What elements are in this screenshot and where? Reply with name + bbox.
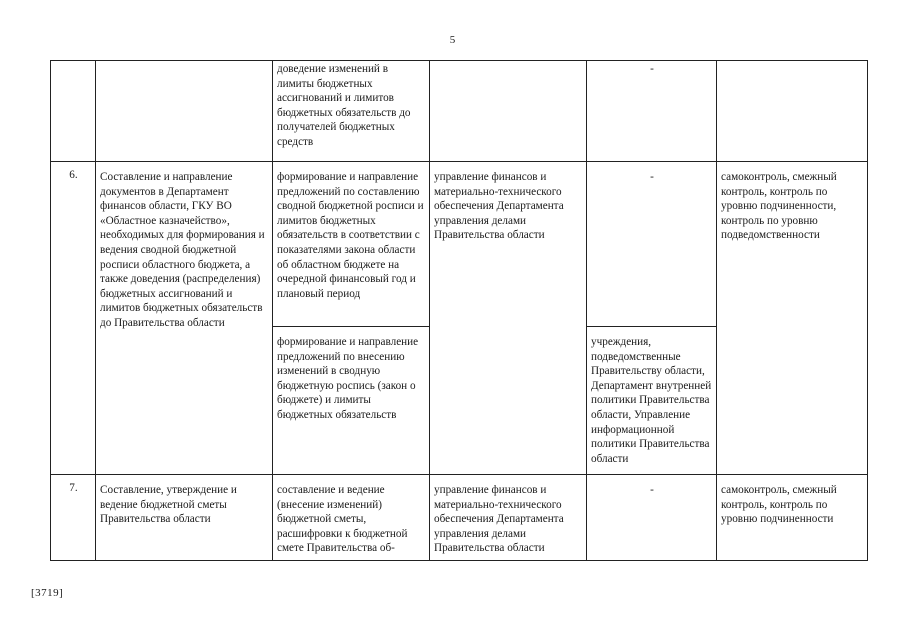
action-cell: составление и ведение (внесение изменений) бюджетной сметы, расшифровки к бюджетной смете Правительства об-: [273, 475, 430, 561]
executor2-cell: учреждения, подведомственные Правительству области, Департамент внутренней политики Правительства области, Управление информационной политики Правительства области: [587, 327, 717, 475]
table-row: [51, 475, 868, 561]
task-cell: Составление и направление документов в Департамент финансов области, ГКУ ВО «Областное казначейство», необходимых для формирования и ведения сводной бюджетной росписи областного бюджета, а также доведения (распределения) бюджетных ассигнований и лимитов бюджетных обязательств до Правительства области: [96, 162, 273, 475]
control-cell: [717, 61, 868, 162]
table-row: [51, 61, 868, 162]
executor-cell: [430, 61, 587, 162]
document-code: [3719]: [31, 587, 64, 599]
page-number: 5: [449, 34, 456, 46]
action-cell: доведение изменений в лимиты бюджетных ассигнований и лимитов бюджетных обязательств до получателей бюджетных средств: [273, 61, 430, 162]
row-number-cell: 7.: [51, 475, 96, 561]
row-number-cell: 6.: [51, 162, 96, 475]
executor2-cell: -: [587, 162, 717, 327]
action-cell: формирование и направление предложений по составлению сводной бюджетной росписи и лимитов бюджетных обязательств в соответствии с показателями закона области об областном бюджете на очередной финансовый год и плановый период: [273, 162, 430, 327]
executor-cell: управление финансов и материально-технического обеспечения Департамента управления делами Правительства области: [430, 162, 587, 475]
task-cell: [96, 61, 273, 162]
executor-cell: управление финансов и материально-технического обеспечения Департамента управления делами Правительства области: [430, 475, 587, 561]
table-row: [51, 162, 868, 327]
row-number-cell: [51, 61, 96, 162]
task-cell: Составление, утверждение и ведение бюджетной сметы Правительства области: [96, 475, 273, 561]
executor2-cell: -: [587, 61, 717, 162]
control-cell: самоконтроль, смежный контроль, контроль по уровню подчиненности: [717, 475, 868, 561]
control-cell: самоконтроль, смежный контроль, контроль по уровню подчиненности, контроль по уровню подведомственности: [717, 162, 868, 475]
action-cell: формирование и направление предложений по внесению изменений в сводную бюджетную роспись (закон о бюджете) и лимиты бюджетных обязательств: [273, 327, 430, 475]
control-table: [50, 60, 868, 561]
executor2-cell: -: [587, 475, 717, 561]
